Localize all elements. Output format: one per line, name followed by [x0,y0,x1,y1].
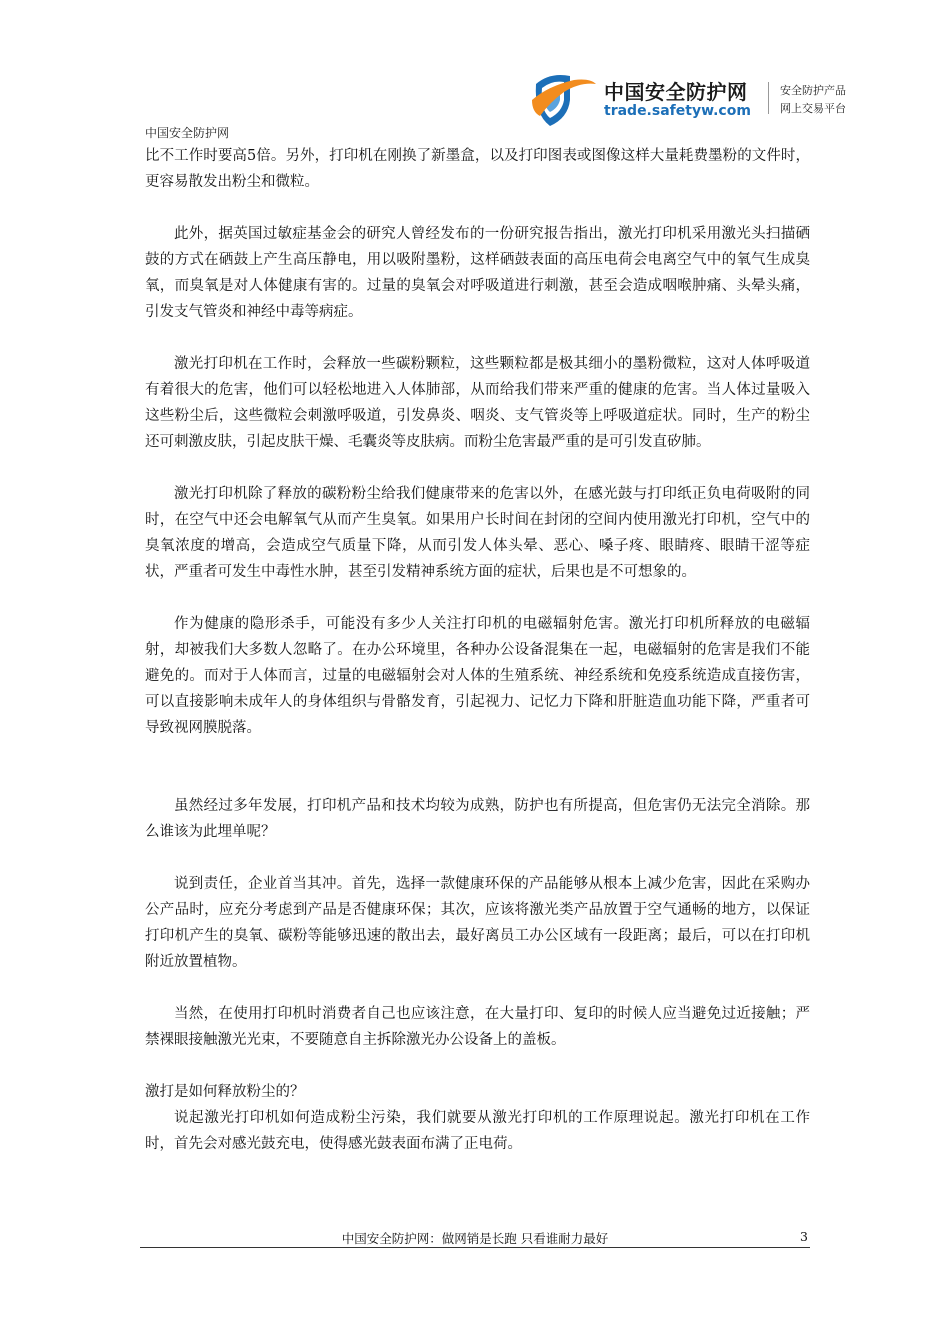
shield-logo-icon [530,70,600,130]
logo-tagline-2: 网上交易平台 [780,102,846,115]
logo-divider [768,82,769,114]
paragraph-8: 当然，在使用打印机时消费者自己也应该注意，在大量打印、复印的时候人应当避免过近接触；严禁裸眼接触激光光束，不要随意自主拆除激光办公设备上的盖板。 [145,1006,810,1048]
footer-slogan: 中国安全防护网：做网销是长跑 只看谁耐力最好 [341,1231,609,1246]
footer-divider [140,1247,810,1248]
paragraph-1: 比不工作时要高5倍。另外，打印机在刚换了新墨盒，以及打印图表或图像这样大量耗费墨粉的文件时，更容易散发出粉尘和微粒。 [145,148,810,190]
paragraph-4: 激光打印机除了释放的碳粉粉尘给我们健康带来的危害以外，在感光鼓与打印纸正负电荷吸附的同时，在空气中还会电解氧气从而产生臭氧。如果用户长时间在封闭的空间内使用激光打印机，空气中的臭氧浓度的增高，会造成空气质量下降，从而引发人体头晕、恶心、嗓子疼、眼睛疼、眼睛干涩等症状，严重者可发生中毒性水肿，甚至引发精神系统方面的症状，后果也是不可想象的。 [145,486,810,580]
paragraph-7: 说到责任，企业首当其冲。首先，选择一款健康环保的产品能够从根本上减少危害，因此在采购办公产品时，应充分考虑到产品是否健康环保；其次，应该将激光类产品放置于空气通畅的地方，以保证打印机产生的臭氧、碳粉等能够迅速的散出去，最好离员工办公区域有一段距离；最后，可以在打印机附近放置植物。 [145,876,810,970]
section-heading: 激打是如何释放粉尘的？ [145,1084,305,1100]
paragraph-3: 激光打印机在工作时，会释放一些碳粉颗粒，这些颗粒都是极其细小的墨粉微粒，这对人体呼吸道有着很大的危害，他们可以轻松地进入人体肺部，从而给我们带来严重的健康的危害。当人体过量吸入这些粉尘后，这些微粒会刺激呼吸道，引发鼻炎、咽炎、支气管炎等上呼吸道症状。同时，生产的粉尘还可刺激皮肤，引起皮肤干燥、毛囊炎等皮肤病。而粉尘危害最严重的是可引发直矽肺。 [145,356,810,450]
site-logo[interactable] [530,70,870,130]
logo-tagline-1: 安全防护产品 [780,84,846,97]
page-number: 3 [800,1229,808,1244]
logo-url: trade.safetyw.com [604,103,751,119]
article-body [145,143,810,1157]
paragraph-2: 此外，据英国过敏症基金会的研究人曾经发布的一份研究报告指出，激光打印机采用激光头扫描硒鼓的方式在硒鼓上产生高压静电，用以吸附墨粉，这样硒鼓表面的高压电荷会电离空气中的氧气生成臭氧，而臭氧是对人体健康有害的。过量的臭氧会对呼吸道进行刺激，甚至会造成咽喉肿痛、头晕头痛，引发支气管炎和神经中毒等病症。 [145,226,810,320]
paragraph-9: 说起激光打印机如何造成粉尘污染，我们就要从激光打印机的工作原理说起。激光打印机在工作时，首先会对感光鼓充电，使得感光鼓表面布满了正电荷。 [145,1110,810,1152]
header-site-name: 中国安全防护网 [145,126,230,140]
paragraph-6: 虽然经过多年发展，打印机产品和技术均较为成熟，防护也有所提高，但危害仍无法完全消除。那么谁该为此埋单呢？ [145,798,810,840]
paragraph-5: 作为健康的隐形杀手，可能没有多少人关注打印机的电磁辐射危害。激光打印机所释放的电磁辐射，却被我们大多数人忽略了。在办公环境里，各种办公设备混集在一起，电磁辐射的危害是我们不能避免的。而对于人体而言，过量的电磁辐射会对人体的生殖系统、神经系统和免疫系统造成直接伤害，可以直接影响未成年人的身体组织与骨骼发育，引起视力、记忆力下降和肝脏造血功能下降，严重者可导致视网膜脱落。 [145,616,810,736]
logo-chinese-name: 中国安全防护网 [604,80,748,104]
